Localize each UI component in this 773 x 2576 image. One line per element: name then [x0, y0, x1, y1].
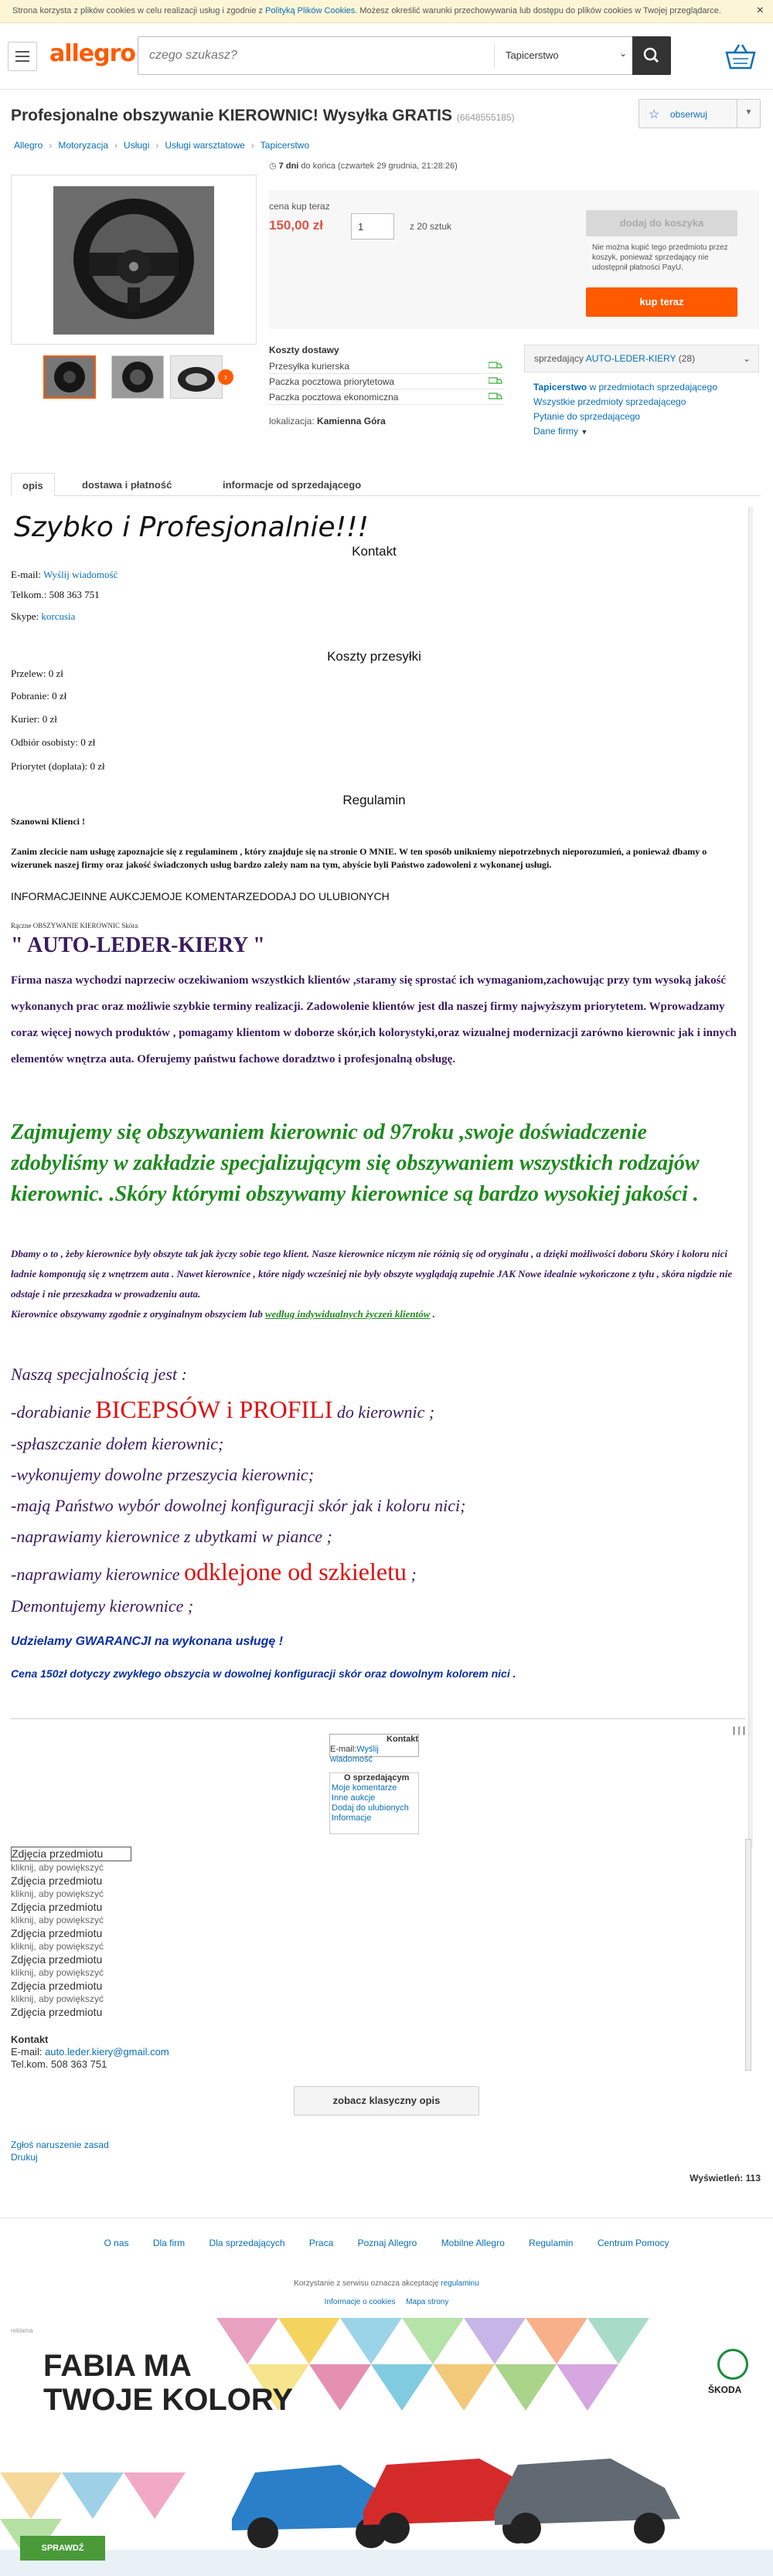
tab-seller-info[interactable]: informacje od sprzedającego: [223, 479, 362, 491]
menu-button[interactable]: [8, 42, 37, 71]
car-grey: [495, 2459, 680, 2544]
print-link[interactable]: Drukuj: [11, 2152, 38, 2163]
chevron-down-icon[interactable]: ▼: [737, 100, 760, 127]
add-to-cart-button[interactable]: dodaj do koszyka: [586, 210, 737, 236]
email-line: E-mail: Wyślij wiadomość: [11, 569, 118, 580]
location: lokalizacja: Kamienna Góra: [269, 416, 386, 427]
main-photo[interactable]: [11, 175, 257, 345]
title-bar: [0, 90, 773, 136]
accept-terms: Korzystanie z serwisu oznacza akceptację regulaminu: [294, 2279, 479, 2288]
search-icon: [632, 36, 671, 75]
breadcrumb-item[interactable]: Usługi warsztatowe: [165, 140, 245, 151]
cost-line: Kurier: 0 zł: [11, 713, 57, 725]
brand-name: " AUTO-LEDER-KIERY ": [11, 933, 265, 957]
close-icon[interactable]: ×: [756, 4, 764, 17]
chevron-right-icon[interactable]: ›: [218, 369, 233, 385]
mini-contact-box: Kontakt E-mail:Wyślij wiadomość: [330, 1735, 418, 1764]
truck-icon: [489, 376, 502, 386]
tab-delivery[interactable]: dostawa i płatność: [82, 479, 172, 491]
price-label: cena kup teraz: [269, 201, 330, 212]
cost-line: Priorytet (doplata): 0 zł: [11, 760, 105, 772]
specialty-item: -dorabianie BICEPSÓW i PROFILI do kierownic ;: [11, 1395, 435, 1423]
seller-name[interactable]: AUTO-LEDER-KIERY: [585, 353, 676, 364]
shipping-title: Koszty dostawy: [269, 345, 339, 355]
thumbnail[interactable]: [170, 355, 223, 399]
ad-check-button[interactable]: SPRAWDŹ: [20, 2536, 105, 2561]
chevron-down-icon: ⌄: [618, 48, 627, 59]
contact-footer: Kontakt E-mail: auto.leder.kiery@gmail.com Tel.kom. 508 363 751: [11, 2034, 169, 2070]
shipping-option: Paczka pocztowa ekonomiczna: [269, 389, 504, 405]
ad-headline: FABIA MA TWOJE KOLORY: [43, 2349, 293, 2417]
cost-line: Pobranie: 0 zł: [11, 690, 67, 702]
phone-line: Telkom.: 508 363 751: [11, 589, 100, 600]
costs-heading: Koszty przesyłki: [327, 649, 421, 664]
description-headline: Szybko i Profesjonalnie!!!: [14, 511, 369, 543]
rules-text: Zanim zlecicie nam usługę zapoznajcie się z regulaminem , który znajduje się na stronie O MNIE. W ten sposób unikniemy niepotrzebnych nieporozumień, a ponieważ dbamy o wizerunek naszej firmy oraz jakość świadczonych usług bardzo zależy nam na tym, abyście byli Państwo zadowoleni z wykonanej usługi.: [11, 846, 707, 870]
rules-heading: Regulamin: [342, 793, 406, 807]
watch-label: obserwuj: [670, 109, 708, 120]
search-box: [138, 36, 671, 75]
watch-button[interactable]: [638, 99, 761, 128]
contact-heading: Kontakt: [352, 544, 397, 559]
header: [0, 23, 773, 90]
specialty-item: -spłaszczanie dołem kierownic;: [11, 1434, 224, 1453]
star-icon: ☆: [649, 108, 660, 121]
thumbnail[interactable]: [111, 355, 164, 399]
footer-links: O nas Dla firm Dla sprzedających Praca Poznaj Allegro Mobilne Allegro Regulamin Centrum Pomocy: [104, 2238, 669, 2248]
cost-line: Odbiór osobisty: 0 zł: [11, 736, 96, 748]
scrollbar[interactable]: [745, 1839, 751, 2071]
seller-category-link[interactable]: Tapicerstwo: [533, 382, 587, 393]
category-value: Tapicerstwo: [506, 49, 559, 61]
steering-wheel-photo: [12, 175, 256, 344]
price: 150,00 zł: [269, 218, 323, 233]
skoda-logo-icon: [717, 2349, 748, 2380]
send-message-link[interactable]: Wyślij wiadomość: [330, 1745, 379, 1764]
breadcrumb: Allegro › Motoryzacja › Usługi › Usługi warsztatowe › Tapicerstwo: [14, 140, 310, 151]
search-button[interactable]: [632, 36, 671, 75]
thumbnail[interactable]: [43, 355, 96, 399]
truck-icon: [489, 392, 502, 401]
specialty-item: -wykonujemy dowolne przeszycia kierownic;: [11, 1465, 315, 1484]
divider: [0, 2217, 773, 2218]
quantity-input[interactable]: [351, 213, 394, 240]
shipping-option: Paczka pocztowa priorytetowa: [269, 374, 504, 389]
breadcrumb-item[interactable]: Motoryzacja: [58, 140, 109, 151]
report-link[interactable]: Zgłoś naruszenie zasad: [11, 2139, 109, 2150]
breadcrumb-item[interactable]: Usługi: [124, 140, 150, 151]
divider: [11, 1718, 745, 1719]
skype-link[interactable]: korcusia: [41, 610, 76, 622]
send-message-link[interactable]: Wyślij wiadomość: [43, 569, 118, 580]
cookie-text: Strona korzysta z plików cookies w celu realizacji usług i zgodnie z: [12, 6, 266, 15]
greeting: Szanowni Klienci !: [11, 816, 86, 827]
description: [11, 507, 761, 1851]
breadcrumb-item[interactable]: Allegro: [14, 140, 43, 151]
allegro-logo[interactable]: allegro: [49, 40, 136, 67]
footer-small-links: Informacje o cookies Mapa strony: [324, 2298, 449, 2306]
cart-note: Nie można kupić tego przedmiotu przez koszyk, ponieważ sprzedający nie udostępnił płatności PayU.: [592, 243, 728, 272]
tab-bar: [11, 468, 761, 496]
ad-brand: ŠKODA: [708, 2384, 742, 2395]
hamburger-icon: [15, 51, 29, 53]
shipping-section: [269, 345, 504, 427]
pipes: | | |: [733, 1725, 746, 1735]
view-count: Wyświetleń: 113: [690, 2173, 761, 2183]
small-note: Rączne OBSZYWANIE KIEROWNIC Skóra: [11, 922, 138, 929]
specialty-item: -mają Państwo wybór dowolnej konfiguracji skór jak i koloru nici;: [11, 1496, 466, 1515]
cost-line: Przelew: 0 zł: [11, 668, 63, 679]
quantity-available: z 20 sztuk: [410, 221, 452, 232]
company-data-link[interactable]: Dane firmy: [533, 426, 579, 437]
specialty-item: -naprawiamy kierownice z ubytkami w piance ;: [11, 1527, 332, 1546]
item-id: (6648555185): [456, 112, 515, 123]
clock-icon: ◷: [269, 161, 277, 171]
specialty-heading: Naszą specjalnością jest :: [11, 1364, 187, 1384]
cookie-bar: [0, 0, 773, 23]
buy-now-button[interactable]: kup teraz: [586, 287, 737, 317]
quality-text: Dbamy o to , żeby kierownice były obszyte tak jak życzy sobie tego klient. Nasze kierownice niczym nie różnią się od oryginału , a dzięki możliwości doboru Skóry i koloru nici ładnie komponują się z wnętrzem auta . Nawet kierownice , które nigdy wcześniej nie były obszyte wyglądają zupełnie JAK Nowe idealnie wykończone z tyłu , skóra nigdzie nie odstaje i nie przeszkadza w prowadzeniu auta. Kierownice obszywamy zgodnie z oryginalnym obszyciem lub według indywidualnych życzeń klientów .: [11, 1248, 733, 1320]
cookie-policy-link[interactable]: Polityką Plików Cookies: [265, 6, 356, 15]
specialty-item: -naprawiamy kierownice odklejone od szkieletu ;: [11, 1558, 417, 1585]
description-nav[interactable]: INFORMACJEINNE AUKCJEMOJE KOMENTARZEDODAJ DO ULUBIONYCH: [11, 890, 390, 902]
description-scrollbar[interactable]: [748, 507, 753, 1847]
report-links: [11, 2139, 109, 2163]
page-title: Profesjonalne obszywanie KIEROWNIC! Wysyłka GRATIS (6648555185): [11, 107, 515, 124]
skype-line: Skype: korcusia: [11, 610, 76, 622]
ask-seller-link[interactable]: Pytanie do sprzedającego: [533, 411, 641, 422]
category-select[interactable]: [494, 43, 633, 68]
ad-banner[interactable]: [0, 2318, 773, 2576]
seller-box[interactable]: sprzedający AUTO-LEDER-KIERY (28) ⌄: [524, 345, 759, 372]
tab-description[interactable]: opis: [11, 473, 55, 496]
photos-list: Zdjęcia przedmiotu kliknij, aby powiększyć Zdjęcia przedmiotu kliknij, aby powiększyć Zdjęcia przedmiotu kliknij, aby powiększyć Zdjęcia przedmiotu kliknij, aby powiększyć Zdjęcia przedmiotu kliknij, aby powiększyć Zdjęcia przedmiotu kliknij, aby powiększyć Zdjęcia przedmiotu: [11, 1847, 135, 2019]
basket-icon[interactable]: [724, 42, 758, 73]
shipping-option: Przesyłka kurierska: [269, 359, 504, 374]
seller-items-link[interactable]: Wszystkie przedmioty sprzedającego: [533, 396, 686, 407]
breadcrumb-item[interactable]: Tapicerstwo: [260, 140, 310, 151]
chevron-down-icon: ⌄: [742, 353, 751, 364]
time-remaining: ◷ 7 dni do końca (czwartek 29 grudnia, 21:28:26): [269, 161, 458, 171]
classic-description-button[interactable]: zobacz klasyczny opis: [294, 2086, 479, 2116]
seller-links: Tapicerstwo w przedmiotach sprzedającego Wszystkie przedmioty sprzedającego Pytanie do sprzedającego Dane firmy ▼: [533, 382, 717, 437]
guarantee-text: Udzielamy GWARANCJI na wykonana usługę !: [11, 1635, 284, 1648]
specialty-item: Demontujemy kierownice ;: [11, 1596, 194, 1616]
search-input[interactable]: [138, 37, 494, 74]
price-note: Cena 150zł dotyczy zwykłego obszycia w dowolnej konfiguracji skór oraz dowolnym kolorem nici .: [11, 1667, 516, 1680]
about-seller-box: O sprzedającym Moje komentarze Inne aukcje Dodaj do ulubionych Informacje: [329, 1772, 419, 1834]
experience-text: Zajmujemy się obszywaniem kierownic od 97roku ,swoje doświadczenie zdobyliśmy w zakładzie specjalizującym się obszywaniem wszystkich rodzajów kierownic. .Skóry którymi obszywamy kierownice są bardzo wysokiej jakości .: [11, 1120, 700, 1206]
company-text: Firma nasza wychodzi naprzeciw oczekiwaniom wszystkich klientów ,staramy się sprostać ich wymaganiom,zachowując przy tym wysoką jakość wykonanych prac oraz możliwie szybkie terminy realizacji. Zadowolenie klientów jest dla naszej firmy najwyższym priorytetem. Wprowadzamy coraz więcej nowych produktów , pomagamy klientom w doborze skór,ich kolorystyki,oraz wizualnej modernizacji zarówno kierownic jak i innych elementów wnętrza auta. Oferujemy państwu fachowe doradztwo i profesjonalną obsługę.: [11, 974, 737, 1065]
ad-label: reklama: [11, 2327, 33, 2334]
email-link[interactable]: auto.leder.kiery@gmail.com: [45, 2046, 169, 2058]
truck-icon: [489, 361, 502, 370]
buy-panel: [269, 190, 759, 329]
cookie-text-after: . Możesz określić warunki przechowywania lub dostępu do plików cookies w Twojej przeglądarce.: [355, 6, 721, 15]
